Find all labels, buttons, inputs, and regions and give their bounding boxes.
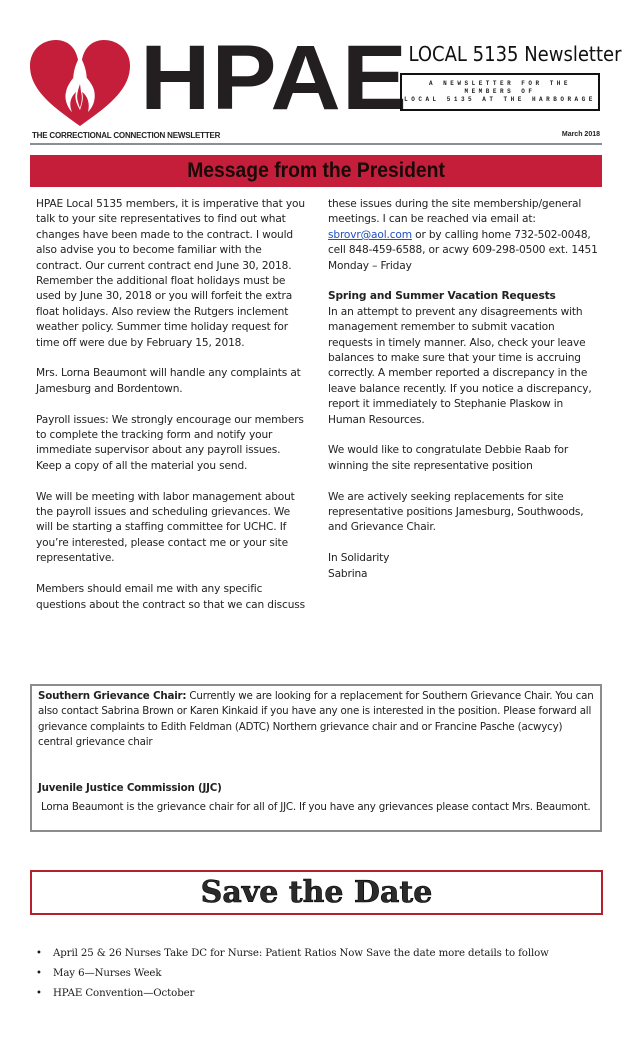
congrats-paragraph: We would like to congratulate Debbie Raab for winning the site representative position: [328, 444, 569, 472]
newsletter-tagline-box: [400, 73, 600, 111]
event-text: May 6—Nurses Week: [53, 967, 162, 979]
tagline-line: LOCAL 5135 AT THE HARBORAGE: [404, 96, 596, 103]
event-text: HPAE Convention—October: [53, 987, 195, 999]
paragraph: Payroll issues: We strongly encourage our members to complete the tracking form and notify your immediate supervisor about any payroll issues. Keep a copy of all the material you send.: [36, 413, 304, 472]
southern-grievance-label: Southern Grievance Chair:: [38, 690, 187, 702]
seeking-paragraph: We are actively seeking replacements for site representative positions Jamesburg, Southwoods, and Grievance Chair.: [328, 490, 584, 534]
tagline-line: MEMBERS OF: [464, 88, 536, 95]
issue-date: March 2018: [561, 131, 600, 138]
jjc-body: Lorna Beaumont is the grievance chair for all of JJC. If you have any grievances please contact Mrs. Beaumont.: [41, 801, 591, 814]
paragraph: Mrs. Lorna Beaumont will handle any complaints at Jamesburg and Bordentown.: [36, 367, 301, 395]
contact-intro: these issues during the site membership/general meetings. I can be reached via email at:: [328, 198, 582, 226]
vacation-heading: Spring and Summer Vacation Requests: [328, 290, 556, 303]
paragraph: HPAE Local 5135 members, it is imperative that you talk to your site representatives to find out what changes have been made to the contract. I would also advise you to become familiar with the contract. Our current contract end June 30, 2018. Remember the additional float holidays must be used by June 30, 2018 or you will forfeit the extra float holidays. Also review the Rutgers inclement weather policy. Summer time holiday request for time off were due by February 15, 2018.: [36, 198, 305, 349]
paragraph: Members should email me with any specific questions about the contract so that we can discuss: [36, 583, 306, 611]
jjc-heading: Juvenile Justice Commission (JJC): [38, 781, 222, 794]
event-text: April 25 & 26 Nurses Take DC for Nurse: Patient Ratios Now Save the date more details to follow: [53, 947, 549, 959]
grievance-box: [30, 684, 602, 832]
event-item: [36, 943, 549, 963]
newsletter-subtitle: THE CORRECTIONAL CONNECTION NEWSLETTER: [32, 131, 221, 140]
southern-grievance-body: Currently we are looking for a replacement for Southern Grievance Chair. You can also contact Sabrina Brown or Karen Kinkaid if you have any one is interested in the position. Please forward all grievance complaints to Edith Feldman (ADTC) Northern grievance chair and or Francine Pasche (acwycy) central grievance chair: [38, 690, 594, 749]
president-banner-title: Message from the President: [187, 159, 445, 182]
event-item: [36, 963, 549, 983]
event-item: [36, 983, 549, 1003]
bullet-icon: •: [36, 947, 42, 959]
closing: In Solidarity: [328, 552, 390, 565]
save-the-date-title: Save the Date: [200, 875, 433, 910]
bullet-icon: •: [36, 967, 42, 979]
signoff: [328, 551, 600, 582]
heart-flame-logo-icon: [28, 38, 132, 128]
president-banner: [30, 155, 602, 187]
president-message-left-column: [36, 197, 308, 628]
spacer: [38, 751, 594, 781]
hpae-wordmark: HPAE: [140, 27, 408, 129]
contact-paragraph: [328, 197, 600, 274]
contact-phones: or by calling home 732-502-0048, cell 848-459-6588, or acwy 609-298-0500 ext. 1451 Monday – Friday: [328, 228, 598, 272]
tagline-line: A NEWSLETTER FOR THE: [428, 80, 571, 87]
save-the-date-banner: [30, 870, 603, 915]
bullet-icon: •: [36, 987, 42, 999]
southern-grievance-paragraph: [38, 689, 594, 751]
events-list: [36, 943, 549, 1003]
vacation-section: [328, 289, 600, 428]
header-divider: [30, 143, 602, 145]
email-link[interactable]: sbrovr@aol.com: [328, 228, 412, 241]
vacation-body: In an attempt to prevent any disagreements with management remember to submit vacation requests in timely manner. Also, check your leave balances to make sure that your time is accruing correctly. A member reported a discrepancy in the leave balance recently. If you notice a discrepancy, report it immediately to Stephanie Plaskow in Human Resources.: [328, 305, 592, 426]
newsletter-title: LOCAL 5135 Newsletter: [408, 42, 622, 66]
signature: Sabrina: [328, 567, 368, 580]
president-message-right-column: [328, 197, 600, 597]
paragraph: We will be meeting with labor management about the payroll issues and scheduling grievances. We will be starting a staffing committee for UCHC. If you’re interested, please contact me or your site representative.: [36, 490, 295, 565]
